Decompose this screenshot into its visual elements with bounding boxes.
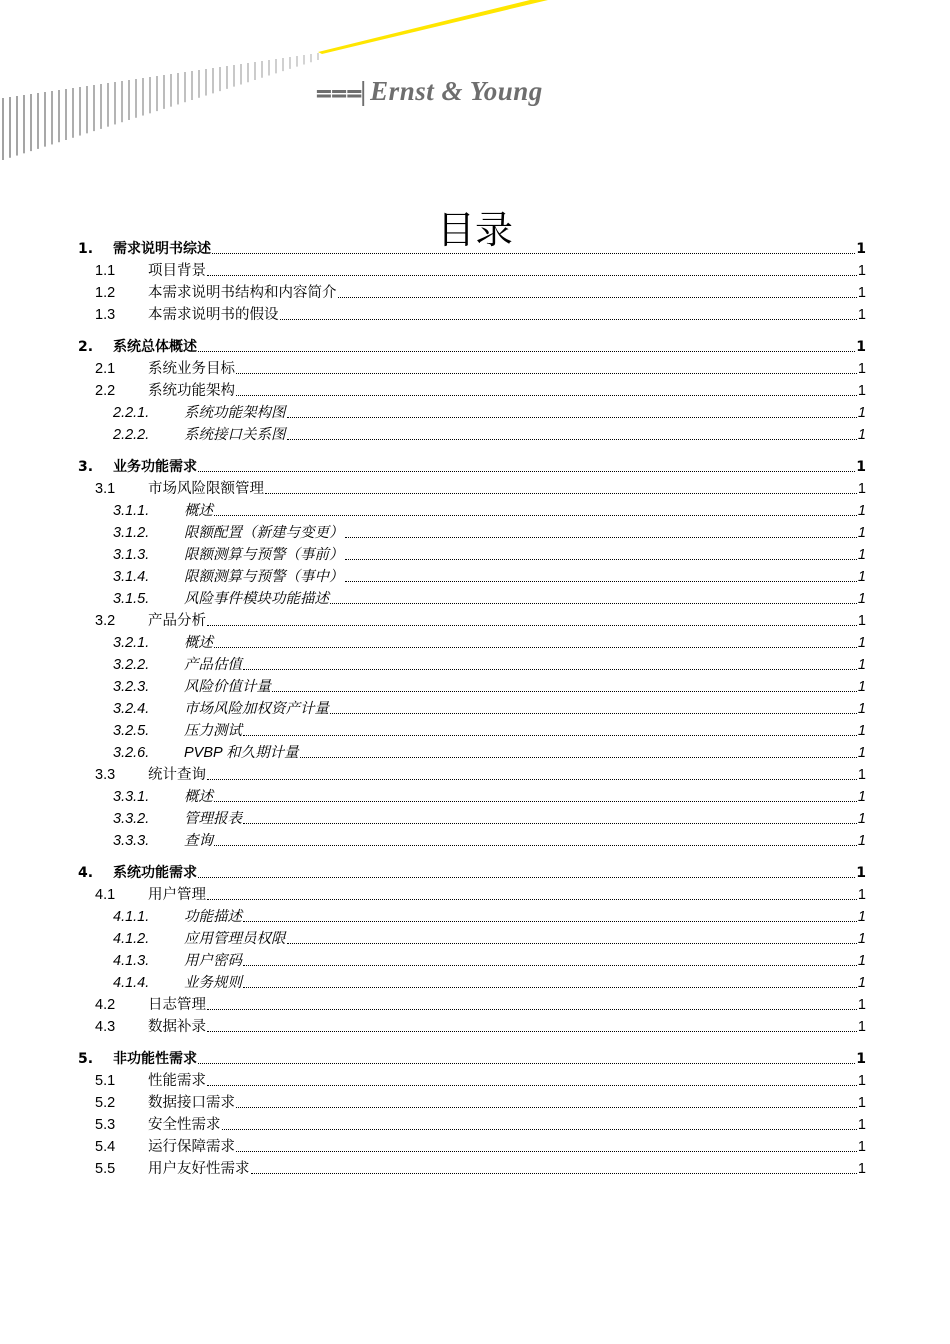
toc-label: 系统功能架构图	[184, 405, 286, 421]
toc-number: 2.	[78, 339, 94, 355]
page-title: 目录	[436, 208, 513, 253]
toc-leader-dots	[345, 566, 857, 582]
toc-page-number: 1	[857, 1117, 866, 1133]
toc-label: 限额配置（新建与变更）	[184, 525, 344, 541]
toc-label: 项目背景	[148, 263, 206, 279]
toc-label: 产品分析	[148, 613, 206, 629]
toc-entry[interactable]	[78, 500, 866, 522]
toc-leader-dots	[330, 588, 857, 604]
toc-page-number: 1	[857, 833, 866, 849]
toc-page-number: 1	[857, 931, 866, 947]
toc-label: 应用管理员权限	[184, 931, 286, 947]
toc-page-number: 1	[857, 723, 866, 739]
toc-entry[interactable]	[78, 610, 866, 632]
toc-label: 压力测试	[184, 723, 242, 739]
toc-leader-dots	[207, 260, 857, 276]
toc-number: 4.1.1.	[113, 909, 150, 925]
toc-page-number: 1	[856, 339, 866, 355]
toc-page-number: 1	[857, 361, 866, 377]
toc-page-number: 1	[857, 679, 866, 695]
toc-entry[interactable]	[78, 632, 866, 654]
toc-leader-dots	[272, 676, 857, 692]
toc-page-number: 1	[857, 503, 866, 519]
toc-entry[interactable]	[78, 786, 866, 808]
toc-number: 2.2.2.	[113, 427, 150, 443]
toc-page-number: 1	[857, 427, 866, 443]
toc-leader-dots	[212, 238, 855, 254]
toc-leader-dots	[287, 402, 857, 418]
toc-page-number: 1	[857, 591, 866, 607]
toc-page-number: 1	[857, 307, 866, 323]
toc-leader-dots	[236, 380, 857, 396]
toc-page-number: 1	[857, 635, 866, 651]
toc-entry[interactable]	[78, 380, 866, 402]
toc-leader-dots	[243, 972, 857, 988]
hatch-lines	[3, 53, 318, 160]
toc-entry[interactable]	[78, 1092, 866, 1114]
toc-entry[interactable]	[78, 764, 866, 786]
toc-label: 系统功能需求	[113, 865, 197, 881]
toc-number: 2.2	[95, 383, 116, 399]
toc-number: 1.2	[95, 285, 116, 301]
toc-number: 5.1	[95, 1073, 116, 1089]
toc-leader-dots	[198, 862, 855, 878]
yellow-beam	[318, 0, 548, 54]
toc-entry[interactable]	[78, 238, 866, 260]
toc-label: 限额测算与预警（事中）	[184, 569, 344, 585]
toc-leader-dots	[207, 610, 857, 626]
toc-entry[interactable]	[78, 742, 866, 764]
toc-label: 用户友好性需求	[148, 1161, 250, 1177]
toc-page-number: 1	[857, 767, 866, 783]
toc-number: 5.4	[95, 1139, 116, 1155]
toc-entry[interactable]	[78, 336, 866, 358]
toc-page-number: 1	[857, 285, 866, 301]
toc-label: 功能描述	[184, 909, 242, 925]
toc-number: 4.1.3.	[113, 953, 150, 969]
toc-number: 5.2	[95, 1095, 116, 1111]
toc-leader-dots	[198, 336, 855, 352]
toc-leader-dots	[251, 1158, 857, 1174]
toc-leader-dots	[243, 906, 857, 922]
logo-text: Ernst & Young	[370, 76, 543, 106]
toc-number: 3.1.3.	[113, 547, 150, 563]
toc-entry[interactable]	[78, 544, 866, 566]
toc-page-number: 1	[857, 953, 866, 969]
toc-entry[interactable]	[78, 884, 866, 906]
toc-leader-dots	[214, 632, 857, 648]
toc-number: 4.	[78, 865, 94, 881]
toc-entry[interactable]	[78, 928, 866, 950]
toc-number: 3.3.1.	[113, 789, 150, 805]
toc-label: 业务规则	[184, 975, 242, 991]
toc-label: 系统接口关系图	[184, 427, 286, 443]
toc-page-number: 1	[856, 865, 866, 881]
toc-number: 3.2	[95, 613, 116, 629]
toc-entry[interactable]	[78, 282, 866, 304]
toc-leader-dots	[330, 698, 857, 714]
toc-number: 3.2.1.	[113, 635, 150, 651]
toc-label: 需求说明书综述	[113, 241, 211, 257]
toc-page-number: 1	[857, 789, 866, 805]
toc-page-number: 1	[857, 547, 866, 563]
toc-page-number: 1	[857, 1073, 866, 1089]
toc-page-number: 1	[857, 657, 866, 673]
toc-label: 用户管理	[148, 887, 206, 903]
toc-number: 4.1.4.	[113, 975, 150, 991]
toc-label: 系统功能架构	[148, 383, 235, 399]
toc-leader-dots	[345, 544, 857, 560]
toc-page-number: 1	[857, 383, 866, 399]
toc-label: 概述	[184, 789, 213, 805]
toc-page-number: 1	[857, 481, 866, 497]
toc-leader-dots	[214, 500, 857, 516]
toc-leader-dots	[214, 786, 857, 802]
toc-page-number: 1	[856, 459, 866, 475]
toc-label: 本需求说明书结构和内容简介	[148, 285, 337, 301]
toc-leader-dots	[207, 764, 857, 780]
toc-entry[interactable]	[78, 424, 866, 446]
toc-entry[interactable]	[78, 260, 866, 282]
toc-label: 风险价值计量	[184, 679, 271, 695]
toc-entry[interactable]	[78, 950, 866, 972]
toc-label: 系统业务目标	[148, 361, 235, 377]
toc-label: 业务功能需求	[113, 459, 197, 475]
toc-leader-dots	[207, 994, 857, 1010]
toc-label: 安全性需求	[148, 1117, 221, 1133]
toc-entry[interactable]	[78, 808, 866, 830]
toc-entry[interactable]	[78, 1136, 866, 1158]
toc-number: 3.	[78, 459, 94, 475]
toc-entry[interactable]	[78, 994, 866, 1016]
toc-entry[interactable]	[78, 720, 866, 742]
toc-entry[interactable]	[78, 566, 866, 588]
toc-leader-dots	[207, 1016, 857, 1032]
toc-entry[interactable]	[78, 1016, 866, 1038]
toc-entry[interactable]	[78, 456, 866, 478]
toc-entry[interactable]	[78, 478, 866, 500]
toc-number: 3.1.2.	[113, 525, 150, 541]
toc-label: 市场风险加权资产计量	[184, 701, 329, 717]
toc-leader-dots	[236, 1092, 857, 1108]
toc-number: 1.3	[95, 307, 116, 323]
toc-label: 数据接口需求	[148, 1095, 235, 1111]
toc-entry[interactable]	[78, 522, 866, 544]
toc-label: 运行保障需求	[148, 1139, 235, 1155]
toc-page-number: 1	[857, 613, 866, 629]
toc-page-number: 1	[856, 1051, 866, 1067]
toc-label: 本需求说明书的假设	[148, 307, 279, 323]
toc-page-number: 1	[857, 909, 866, 925]
toc-label: 系统总体概述	[113, 339, 197, 355]
toc-number: 1.1	[95, 263, 116, 279]
toc-number: 3.3.2.	[113, 811, 150, 827]
toc-number: 3.1.4.	[113, 569, 150, 585]
toc-leader-dots	[198, 456, 855, 472]
toc-leader-dots	[198, 1048, 855, 1064]
toc-entry[interactable]	[78, 402, 866, 424]
page-header	[0, 0, 950, 170]
toc-label: 风险事件模块功能描述	[184, 591, 329, 607]
toc-leader-dots	[222, 1114, 857, 1130]
toc-entry[interactable]	[78, 698, 866, 720]
toc-label: 数据补录	[148, 1019, 206, 1035]
toc-number: 3.3.3.	[113, 833, 150, 849]
toc-page-number: 1	[857, 405, 866, 421]
toc-entry[interactable]	[78, 588, 866, 610]
toc-number: 4.1	[95, 887, 116, 903]
toc-entry[interactable]	[78, 654, 866, 676]
toc-number: 3.2.6.	[113, 745, 150, 761]
toc-label: 概述	[184, 635, 213, 651]
toc-leader-dots	[300, 742, 857, 758]
toc-label: 产品估值	[184, 657, 242, 673]
toc-page-number: 1	[857, 811, 866, 827]
toc-entry[interactable]	[78, 830, 866, 852]
toc-entry[interactable]	[78, 676, 866, 698]
toc-leader-dots	[243, 654, 857, 670]
ernst-young-logo	[316, 76, 543, 108]
table-of-contents	[78, 238, 866, 1180]
toc-leader-dots	[207, 1070, 857, 1086]
toc-page-number: 1	[857, 745, 866, 761]
toc-page-number: 1	[857, 997, 866, 1013]
toc-leader-dots	[287, 424, 857, 440]
toc-leader-dots	[236, 358, 857, 374]
toc-page-number: 1	[857, 525, 866, 541]
toc-number: 5.	[78, 1051, 94, 1067]
toc-label: 管理报表	[184, 811, 242, 827]
toc-page-number: 1	[857, 1139, 866, 1155]
toc-page-number: 1	[857, 569, 866, 585]
toc-entry[interactable]	[78, 1158, 866, 1180]
toc-label: 日志管理	[148, 997, 206, 1013]
toc-entry[interactable]	[78, 304, 866, 326]
toc-page-number: 1	[856, 241, 866, 257]
toc-number: 3.2.2.	[113, 657, 150, 673]
toc-number: 1.	[78, 241, 94, 257]
toc-leader-dots	[243, 950, 857, 966]
toc-page-number: 1	[857, 263, 866, 279]
toc-entry[interactable]	[78, 862, 866, 884]
toc-number: 3.1.1.	[113, 503, 150, 519]
toc-number: 3.1	[95, 481, 116, 497]
toc-page-number: 1	[857, 1161, 866, 1177]
toc-leader-dots	[265, 478, 857, 494]
toc-page-number: 1	[857, 975, 866, 991]
toc-page-number: 1	[857, 1095, 866, 1111]
toc-label: 限额测算与预警（事前）	[184, 547, 344, 563]
toc-number: 3.2.3.	[113, 679, 150, 695]
toc-number: 4.2	[95, 997, 116, 1013]
toc-label: 概述	[184, 503, 213, 519]
toc-leader-dots	[243, 808, 857, 824]
toc-leader-dots	[280, 304, 857, 320]
toc-label: PVBP 和久期计量	[184, 745, 299, 761]
toc-number: 4.1.2.	[113, 931, 150, 947]
toc-number: 3.2.5.	[113, 723, 150, 739]
toc-number: 3.2.4.	[113, 701, 150, 717]
toc-number: 2.2.1.	[113, 405, 150, 421]
toc-number: 3.3	[95, 767, 116, 783]
toc-leader-dots	[287, 928, 857, 944]
toc-label: 非功能性需求	[113, 1051, 197, 1067]
toc-leader-dots	[338, 282, 857, 298]
toc-page-number: 1	[857, 887, 866, 903]
toc-number: 4.3	[95, 1019, 116, 1035]
toc-label: 查询	[184, 833, 213, 849]
toc-leader-dots	[243, 720, 857, 736]
toc-page-number: 1	[857, 701, 866, 717]
toc-label: 性能需求	[148, 1073, 206, 1089]
toc-leader-dots	[236, 1136, 857, 1152]
toc-number: 5.5	[95, 1161, 116, 1177]
ey-logo-icon: ⩶|	[316, 76, 365, 106]
toc-leader-dots	[207, 884, 857, 900]
toc-entry[interactable]	[78, 1070, 866, 1092]
toc-label: 用户密码	[184, 953, 242, 969]
toc-label: 市场风险限额管理	[148, 481, 264, 497]
toc-number: 2.1	[95, 361, 116, 377]
toc-entry[interactable]	[78, 906, 866, 928]
toc-leader-dots	[345, 522, 857, 538]
toc-entry[interactable]	[78, 1048, 866, 1070]
toc-label: 统计查询	[148, 767, 206, 783]
toc-entry[interactable]	[78, 358, 866, 380]
toc-number: 3.1.5.	[113, 591, 150, 607]
toc-page-number: 1	[857, 1019, 866, 1035]
toc-entry[interactable]	[78, 972, 866, 994]
toc-number: 5.3	[95, 1117, 116, 1133]
toc-entry[interactable]	[78, 1114, 866, 1136]
toc-leader-dots	[214, 830, 857, 846]
